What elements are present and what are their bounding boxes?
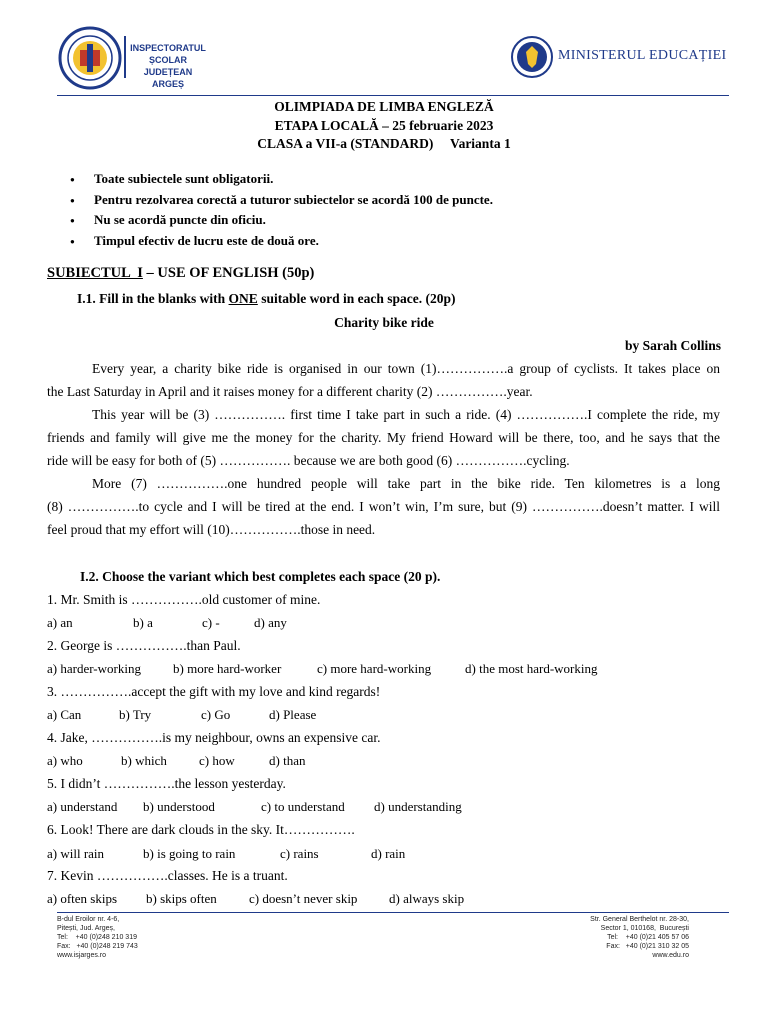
option: b) is going to rain xyxy=(143,846,236,861)
olympiad-title: OLIMPIADA DE LIMBA ENGLEZĂ xyxy=(274,99,494,114)
option: b) Try xyxy=(119,707,152,722)
text-title: Charity bike ride xyxy=(334,315,434,330)
task1-heading xyxy=(77,291,455,307)
options-row xyxy=(47,891,647,909)
question: 1. Mr. Smith is …………….old customer of mine. xyxy=(47,592,321,607)
stage-date: ETAPA LOCALĂ – 25 februarie 2023 xyxy=(274,118,494,133)
option: a) an xyxy=(47,615,73,630)
option: c) more hard-working xyxy=(317,661,432,676)
question: 6. Look! There are dark clouds in the sky. It……………. xyxy=(47,822,355,837)
option: c) doesn’t never skip xyxy=(249,891,358,906)
question: 7. Kevin …………….classes. He is a truant. xyxy=(47,868,288,883)
footer-right-address xyxy=(489,915,689,960)
options-row xyxy=(47,753,647,771)
footer-line: Str. General Berthelot nr. 28-30, xyxy=(590,916,689,923)
class-variant: CLASA a VII-a (STANDARD) Varianta 1 xyxy=(257,136,511,151)
option: d) rain xyxy=(371,846,406,861)
option: d) any xyxy=(254,615,287,630)
task2-heading: I.2. Choose the variant which best completes each space (20 p). xyxy=(80,569,441,584)
task1-suffix: suitable word in each space. (20p) xyxy=(257,291,456,306)
subject-heading xyxy=(47,265,314,282)
option: a) harder-working xyxy=(47,661,141,676)
footer-website-link[interactable]: www.isjarges.ro xyxy=(57,952,107,959)
question: 4. Jake, …………….is my neighbour, owns an expensive car. xyxy=(47,730,381,745)
footer-line: Fax: +40 (0)21 310 32 05 xyxy=(606,943,689,950)
options-row xyxy=(47,846,647,864)
option: c) rains xyxy=(280,846,319,861)
option: a) will rain xyxy=(47,846,105,861)
passage-line: Every year, a charity bike ride is organised in our town (1)…………….a group of cyclists. It takes place on xyxy=(92,361,720,376)
question: 2. George is …………….than Paul. xyxy=(47,638,241,653)
option: d) always skip xyxy=(389,891,465,906)
option: b) more hard-worker xyxy=(173,661,282,676)
text-author: by Sarah Collins xyxy=(624,338,721,353)
option: d) the most hard-working xyxy=(465,661,598,676)
options-row xyxy=(47,615,647,633)
passage-line: (8) …………….to cycle and I will be tired at the end. I won’t win, I’m sure, but (9) …………….doesn’t matter. I will xyxy=(47,499,720,514)
subject-label: SUBIECTUL I xyxy=(47,265,143,281)
question: 5. I didn’t …………….the lesson yesterday. xyxy=(47,776,286,791)
question: 3. …………….accept the gift with my love and kind regards! xyxy=(47,684,381,699)
footer-line: Sector 1, 010168, București xyxy=(600,925,689,932)
rules-list xyxy=(70,171,493,253)
passage-line: friends and family will give me the money for the charity. My friend Howard will be there, too, and he says that the xyxy=(47,430,720,445)
task1-emph: ONE xyxy=(228,291,258,306)
rule-item: ● Timpul efectiv de lucru este de două ore. xyxy=(70,233,493,254)
footer-line: Fax: +40 (0)248 219 743 xyxy=(57,943,138,950)
option: c) to understand xyxy=(261,799,345,814)
option: b) a xyxy=(133,615,153,630)
option: a) often skips xyxy=(47,891,118,906)
footer-line: B-dul Eroilor nr. 4-6, xyxy=(57,916,120,923)
option: d) understanding xyxy=(374,799,462,814)
subject-title: – USE OF ENGLISH (50p) xyxy=(142,265,315,281)
option: a) Can xyxy=(47,707,82,722)
isj-name-line2: JUDEȚEAN ARGEȘ xyxy=(143,67,193,89)
footer-line: Tel: +40 (0)248 210 319 xyxy=(57,934,137,941)
isj-name-line1: INSPECTORATUL ȘCOLAR xyxy=(130,43,206,65)
option: b) skips often xyxy=(146,891,217,906)
option: b) which xyxy=(121,753,167,768)
ministry-crest-logo xyxy=(511,36,553,78)
footer-website-link[interactable]: www.edu.ro xyxy=(652,952,689,959)
passage-line: feel proud that my effort will (10)…………….those in need. xyxy=(47,522,376,537)
rule-item: ● Pentru rezolvarea corectă a tuturor subiectelor se acordă 100 de puncte. xyxy=(70,192,493,213)
rule-item: ● Toate subiectele sunt obligatorii. xyxy=(70,171,493,192)
option: a) who xyxy=(47,753,83,768)
options-row xyxy=(47,707,647,725)
task1-prefix: I.1. Fill in the blanks with xyxy=(77,291,229,306)
isj-seal-logo xyxy=(58,26,122,90)
isj-name xyxy=(128,42,208,90)
option: d) Please xyxy=(269,707,317,722)
passage-line: This year will be (3) ……………. first time I take part in such a ride. (4) …………….I complete the ride, my xyxy=(92,407,720,422)
option: b) understood xyxy=(143,799,215,814)
footer-left-address xyxy=(57,915,257,960)
option: c) how xyxy=(199,753,235,768)
footer-line: Pitești, Jud. Argeș, xyxy=(57,925,115,932)
option: c) - xyxy=(202,615,220,630)
header-rule xyxy=(57,95,729,96)
passage-line: the Last Saturday in April and it raises money for a different charity (2) …………….year. xyxy=(47,384,533,399)
passage-line: More (7) …………….one hundred people will take part in the bike ride. Ten kilometres is a long xyxy=(92,476,720,491)
options-row xyxy=(47,799,647,817)
isj-divider xyxy=(124,36,126,78)
option: c) Go xyxy=(201,707,231,722)
footer-line: Tel: +40 (0)21 405 57 06 xyxy=(607,934,689,941)
options-row xyxy=(47,661,647,679)
option: d) than xyxy=(269,753,306,768)
footer-rule xyxy=(57,912,729,913)
ministry-name: MINISTERUL EDUCAȚIEI xyxy=(558,48,727,63)
passage-line: ride will be easy for both of (5) ……………. because we are both good (6) …………….cycling. xyxy=(47,453,570,468)
rule-item: ● Nu se acordă puncte din oficiu. xyxy=(70,212,493,233)
option: a) understand xyxy=(47,799,118,814)
